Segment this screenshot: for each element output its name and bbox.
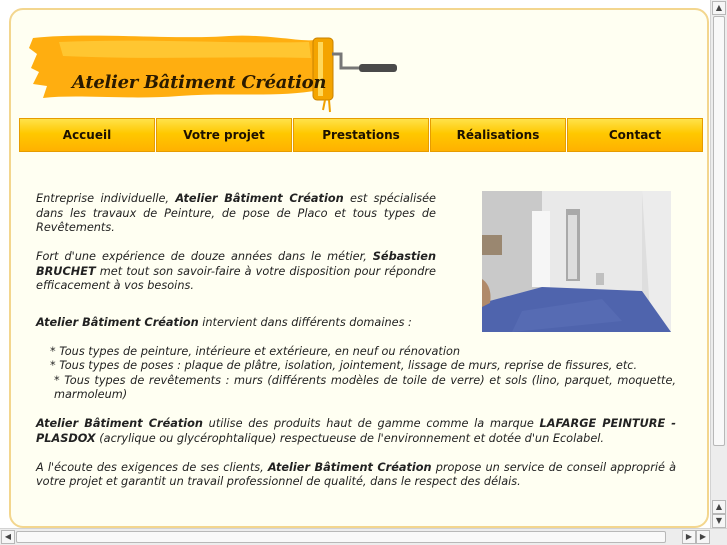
intro-paragraph	[36, 192, 436, 236]
scroll-right-icon[interactable]: ▶	[682, 530, 696, 544]
experience-text: Fort d'une expérience de douze années dans le métier,	[36, 250, 373, 263]
experience-text-end: met tout son savoir-faire à votre disposition pour répondre efficacement à vos besoins.	[36, 264, 436, 292]
scroll-up-icon[interactable]: ▲	[712, 1, 726, 15]
paint-roller-icon	[29, 28, 399, 114]
intro-text-end: est spécialisée dans les travaux de Peinture, de pose de Placo et tous types de Revêtements.	[36, 192, 436, 234]
logo-text: Atelier Bâtiment Création	[72, 72, 327, 93]
scroll-down-icon[interactable]: ▼	[712, 514, 726, 528]
nav-contact[interactable]: Contact	[567, 118, 703, 152]
scroll-up-icon-lower[interactable]: ▲	[712, 500, 726, 514]
bullet-peinture: * Tous types de peinture, intérieure et extérieure, en neuf ou rénovation	[50, 344, 461, 358]
products-text: utilise des produits haut de gamme comme la marque	[202, 417, 540, 430]
horizontal-scrollbar[interactable]	[0, 528, 727, 545]
owner-name: Sébastien BRUCHET	[36, 250, 436, 278]
nav-votre-projet[interactable]: Votre projet	[156, 118, 292, 152]
main-navigation	[19, 118, 703, 152]
company-name: Atelier Bâtiment Création	[175, 192, 344, 205]
vertical-scroll-thumb[interactable]	[713, 16, 725, 446]
listening-paragraph	[36, 461, 676, 490]
domains-text: intervient dans différents domaines :	[198, 315, 412, 329]
bullet-poses: * Tous types de poses : plaque de plâtre, isolation, jointement, lissage de murs, reprise de fissures, etc.	[50, 359, 638, 372]
horizontal-scroll-thumb[interactable]	[16, 531, 666, 543]
main-content	[36, 192, 676, 490]
company-name: Atelier Bâtiment Création	[267, 460, 432, 474]
bullet-revetements: * Tous types de revêtements : murs (différents modèles de toile de verre) et sols (lino, parquet, moquette, marmoleum)	[54, 373, 676, 401]
page-frame	[9, 8, 709, 528]
products-text-end: (acrylique ou glycérophtalique) respectueuse de l'environnement et dotée d'un Ecolabel.	[95, 431, 605, 445]
scroll-right-icon-alt[interactable]: ▶	[696, 530, 710, 544]
domains-paragraph	[36, 316, 676, 331]
vertical-scrollbar[interactable]	[710, 0, 727, 529]
brand-name: LAFARGE PEINTURE - PLASDOX	[36, 417, 676, 445]
intro-text: Entreprise individuelle,	[36, 192, 176, 205]
listening-text: A l'écoute des exigences de ses clients,	[36, 460, 268, 474]
nav-realisations[interactable]: Réalisations	[430, 118, 566, 152]
experience-paragraph	[36, 250, 436, 294]
site-logo[interactable]	[29, 28, 399, 114]
listening-text-end: propose un service de conseil approprié à votre projet et garantit un travail professionnel de qualité, dans le respect des délais.	[36, 460, 677, 488]
company-name: Atelier Bâtiment Création	[36, 315, 199, 329]
nav-accueil[interactable]: Accueil	[19, 118, 155, 152]
company-name: Atelier Bâtiment Création	[36, 417, 203, 430]
products-paragraph	[36, 417, 676, 446]
scroll-left-icon[interactable]: ◀	[1, 530, 15, 544]
nav-prestations[interactable]: Prestations	[293, 118, 429, 152]
